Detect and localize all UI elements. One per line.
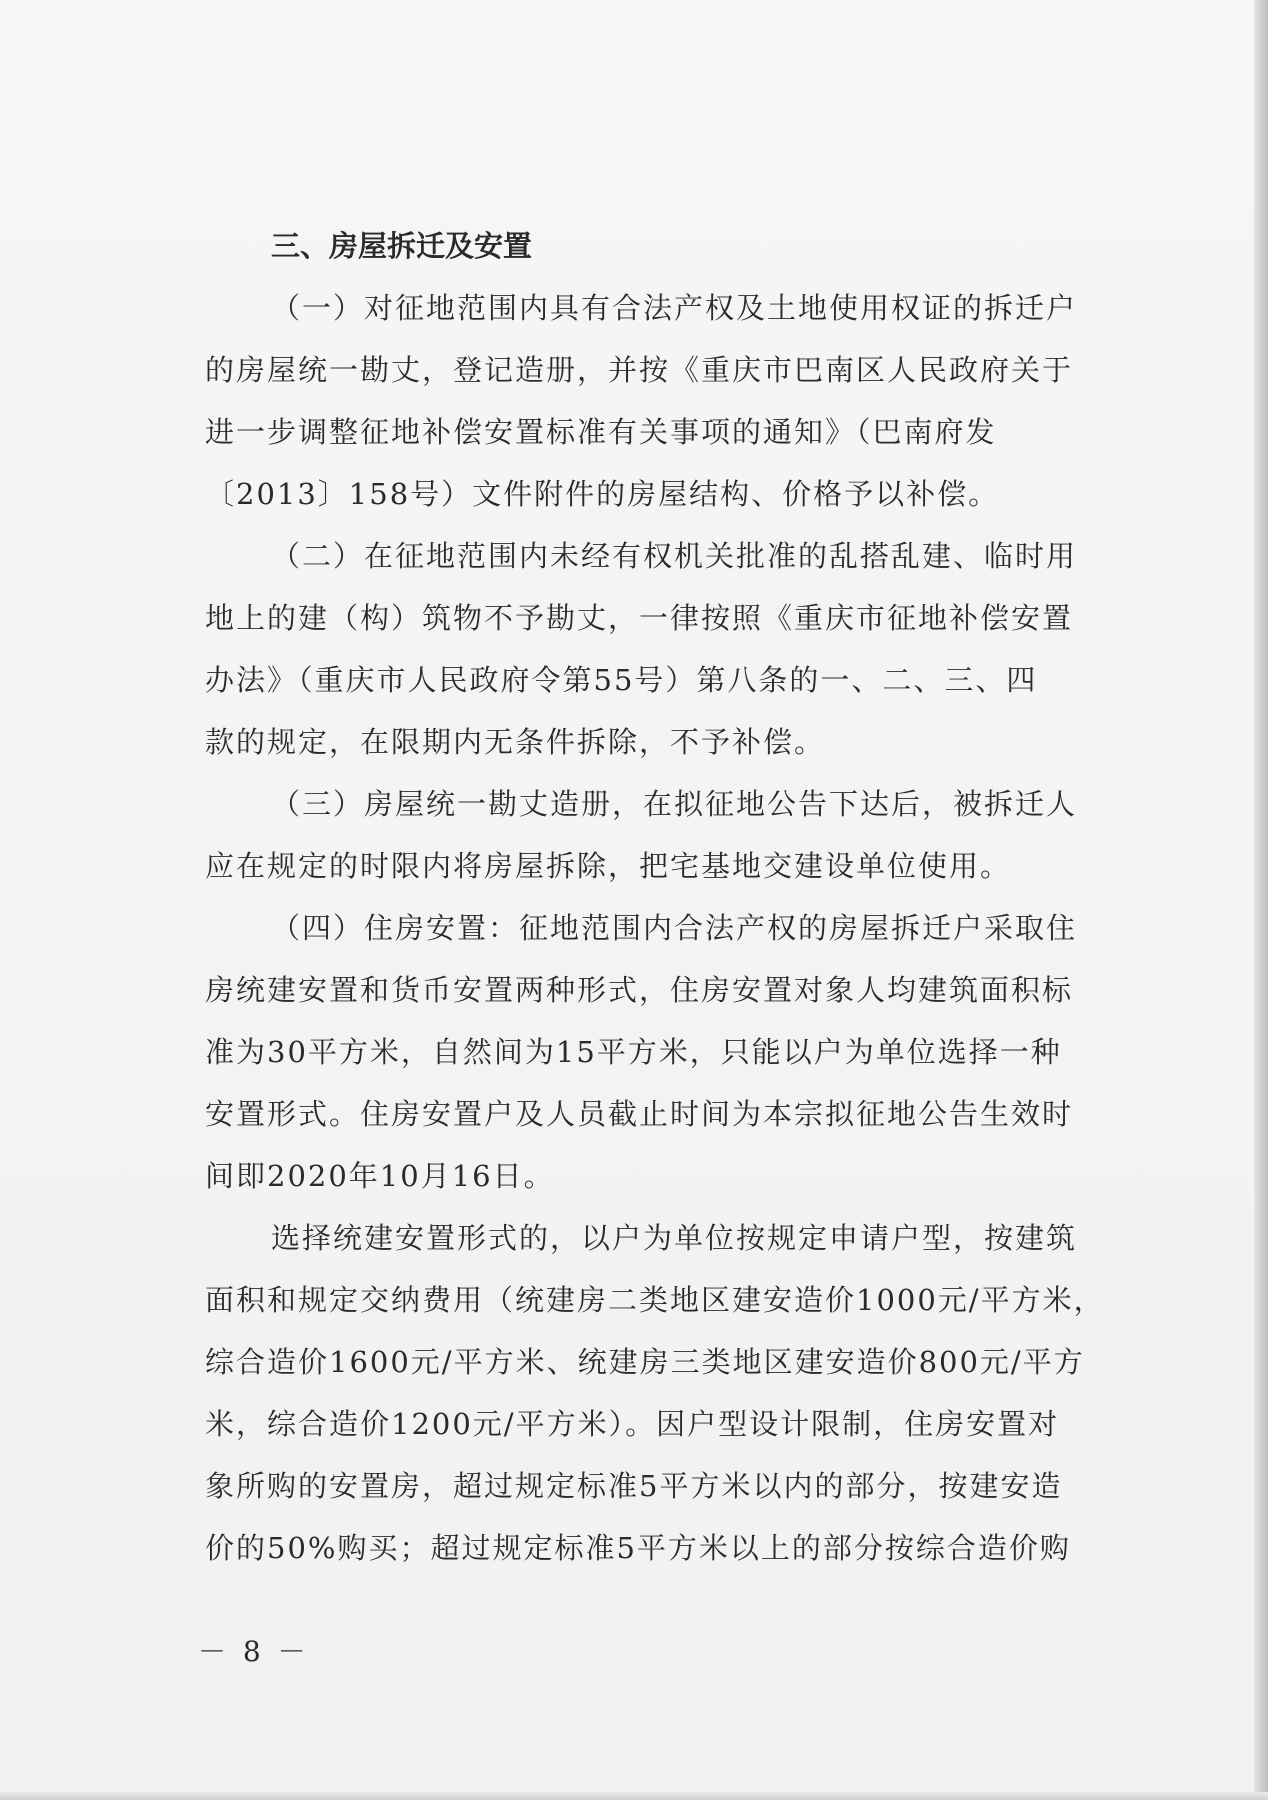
text-line: 准为30平方米，自然间为15平方米，只能以户为单位选择一种: [205, 1035, 1062, 1069]
text-line: 间即2020年10月16日。: [205, 1159, 555, 1193]
section-heading: 三、房屋拆迁及安置: [271, 229, 533, 263]
text-line: 办法》（重庆市人民政府令第55号）第八条的一、二、三、四: [205, 663, 1038, 697]
text-line: 地上的建（构）筑物不予勘丈，一律按照《重庆市征地补偿安置: [205, 601, 1074, 635]
text-line: 房统建安置和货币安置两种形式，住房安置对象人均建筑面积标: [205, 973, 1074, 1007]
text-line: （四）住房安置：征地范围内合法产权的房屋拆迁户采取住: [271, 911, 1078, 945]
text-line: 面积和规定交纳费用（统建房二类地区建安造价1000元/平方米，: [205, 1283, 1105, 1317]
text-line: 的房屋统一勘丈，登记造册，并按《重庆市巴南区人民政府关于: [205, 353, 1074, 387]
body-text: [205, 277, 1143, 1579]
text-line: 安置形式。住房安置户及人员截止时间为本宗拟征地公告生效时: [205, 1097, 1074, 1131]
text-line: 进一步调整征地补偿安置标准有关事项的通知》（巴南府发: [205, 415, 997, 449]
scan-edge-bottom: [0, 1792, 1268, 1800]
text-line: 象所购的安置房，超过规定标准5平方米以内的部分，按建安造: [205, 1469, 1063, 1503]
text-line: （三）房屋统一勘丈造册，在拟征地公告下达后，被拆迁人: [271, 787, 1078, 821]
text-line: 米，综合造价1200元/平方米）。因户型设计限制，住房安置对: [205, 1407, 1060, 1441]
document-body: [205, 215, 1143, 1579]
text-line: 综合造价1600元/平方米、统建房三类地区建安造价800元/平方: [205, 1345, 1085, 1379]
page-number: － 8 －: [198, 1635, 310, 1668]
text-line: 选择统建安置形式的，以户为单位按规定申请户型，按建筑: [271, 1221, 1078, 1255]
text-line: 价的50%购买；超过规定标准5平方米以上的部分按综合造价购: [205, 1531, 1071, 1565]
text-line: （二）在征地范围内未经有权机关批准的乱搭乱建、临时用: [271, 539, 1078, 573]
text-line: （一）对征地范围内具有合法产权及土地使用权证的拆迁户: [271, 291, 1078, 325]
text-line: 应在规定的时限内将房屋拆除，把宅基地交建设单位使用。: [205, 849, 1012, 883]
text-line: 〔2013〕158号）文件附件的房屋结构、价格予以补偿。: [205, 477, 1000, 511]
scan-edge-right: [1254, 0, 1268, 1800]
text-line: 款的规定，在限期内无条件拆除，不予补偿。: [205, 725, 826, 759]
